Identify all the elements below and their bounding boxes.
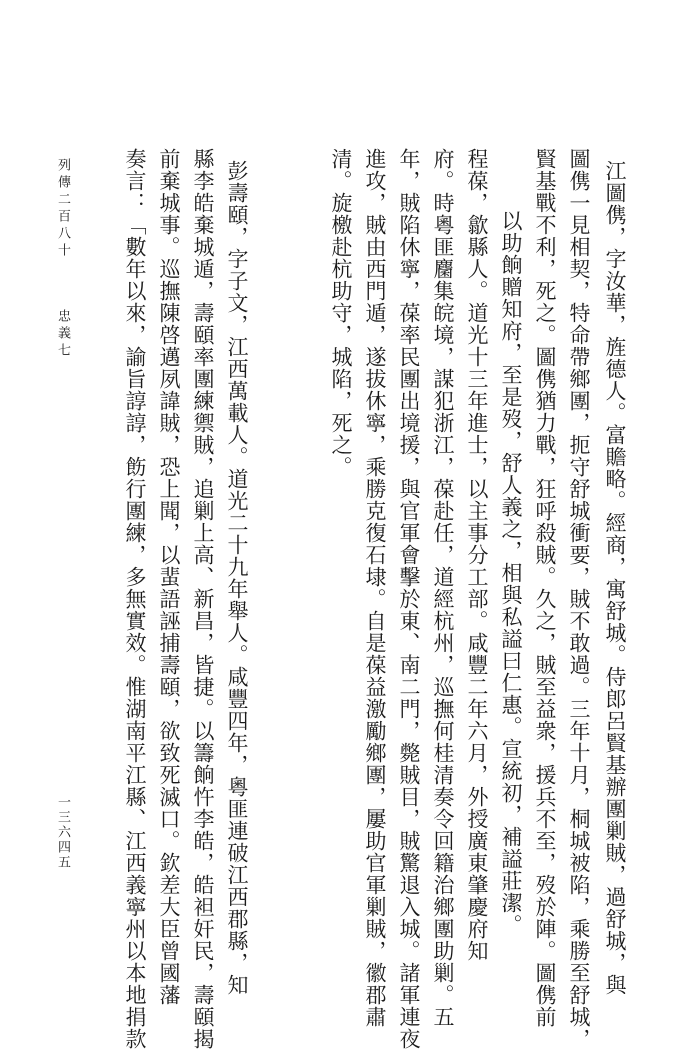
text-column: 彭壽頤，字子文，江西萬載人。道光二十九年舉人。咸豐四年，粵匪連破江西郡縣，知	[225, 160, 249, 996]
text-column: 奏言：「數年以來，諭旨諄諄，飭行團練，多無實效。惟湖南平江縣、江西義寧州以本地捐款	[123, 148, 147, 1050]
section-title: 忠義七	[55, 309, 70, 360]
text-column: 程葆，歙縣人。道光十三年進士，以主事分工部。咸豐二年六月，外授廣東肇慶府知	[465, 148, 489, 962]
text-column: 江圖㑺，字汝華，旌德人。富贍略。經商，寓舒城。侍郎呂賢基辦團剿賊，過舒城，與	[603, 160, 627, 996]
text-column: 清。旋檄赴杭助守，城陷，死之。	[329, 148, 353, 478]
text-column: 圖㑺一見相契，特命帶鄉團，扼守舒城衝要，賊不敢過。三年十月，桐城被陷，乘勝至舒城，	[567, 148, 591, 1050]
text-column: 年，賊陷休寧，葆率民團出境援，與官軍會擊於東、南二門，斃賊目，賊驚退入城。諸軍連夜	[397, 148, 421, 1050]
text-column: 進攻，賊由西門遁，遂拔休寧，乘勝克復石埭。自是葆益激勵鄉團，屢助官軍剿賊，徽郡肅	[363, 148, 387, 1028]
text-column: 以助餉贈知府，至是歿，舒人義之，相與私謚曰仁惠。宣統初，補謚莊潔。	[499, 210, 523, 936]
text-column: 縣李皓棄城遁，壽頤率團練禦賊，追剿上高、新昌，皆捷。以籌餉忤李皓，皓袒奸民，壽頤揭	[191, 148, 215, 1050]
book-title: 列傳二百八十	[55, 158, 70, 260]
text-column: 賢基戰不利，死之。圖㑺猶力戰，狂呼殺賊。久之，賊至益衆，援兵不至，歿於陣。圖㑺前	[533, 148, 557, 1028]
page-number: 一三六四五	[55, 795, 70, 870]
text-column: 前棄城事。巡撫陳啓邁夙諱賊，恐上聞，以蜚語誣捕壽頤，欲致死滅口。欽差大臣曾國藩	[157, 148, 181, 1006]
running-header	[54, 158, 70, 360]
text-column: 府。時粵匪麕集皖境，謀犯浙江，葆赴任，道經杭州，巡撫何桂清奏令回籍治鄉團助剿。五	[431, 148, 455, 1028]
